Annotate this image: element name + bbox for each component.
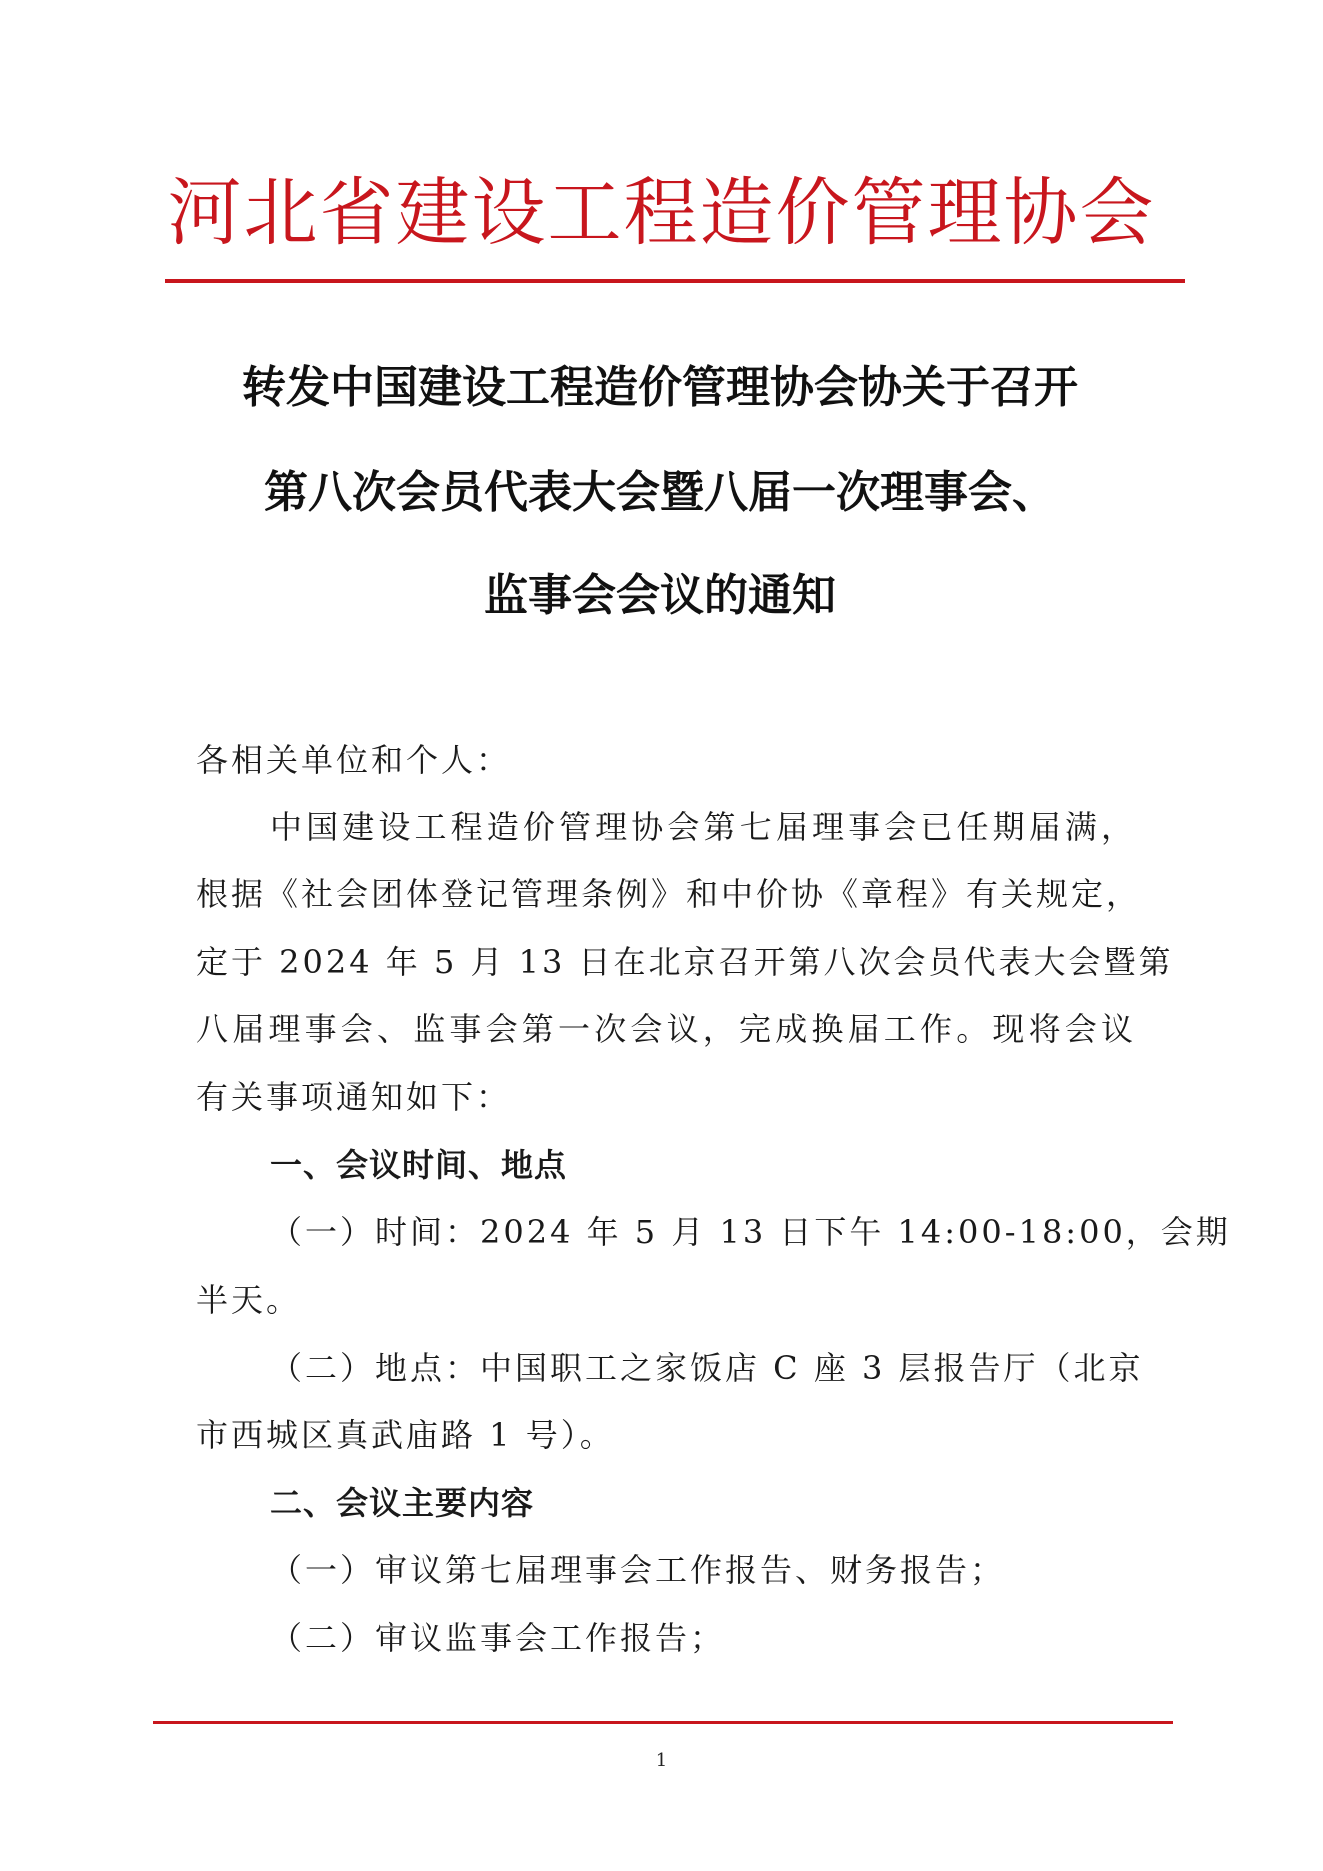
- intro-line-4: 八届理事会、监事会第一次会议，完成换届工作。现将会议: [196, 1010, 1136, 1048]
- document-title-line-2: 第八次会员代表大会暨八届一次理事会、: [264, 467, 1056, 518]
- meeting-place-line-2: 市西城区真武庙路 1 号）。: [196, 1416, 615, 1454]
- agenda-item-2: （二）审议监事会工作报告；: [270, 1619, 726, 1657]
- meeting-time-line-2: 半天。: [196, 1281, 302, 1319]
- masthead-title: 河北省建设工程造价管理协会: [167, 170, 1156, 256]
- intro-line-2: 根据《社会团体登记管理条例》和中价协《章程》有关规定，: [196, 875, 1142, 913]
- masthead-divider-top: [165, 279, 1185, 283]
- intro-line-3: 定于 2024 年 5 月 13 日在北京召开第八次会员代表大会暨第: [196, 943, 1174, 981]
- footer-divider: [153, 1721, 1173, 1724]
- section-1-heading: 一、会议时间、地点: [270, 1146, 568, 1184]
- agenda-item-1: （一）审议第七届理事会工作报告、财务报告；: [270, 1551, 1006, 1589]
- document-title-line-1: 转发中国建设工程造价管理协会协关于召开: [242, 362, 1078, 413]
- page-number: 1: [655, 1750, 668, 1771]
- section-2-heading: 二、会议主要内容: [270, 1484, 535, 1522]
- document-title-line-3: 监事会会议的通知: [484, 570, 836, 621]
- meeting-time-line-1: （一）时间：2024 年 5 月 13 日下午 14:00-18:00，会期: [270, 1213, 1231, 1251]
- meeting-place-line-1: （二）地点：中国职工之家饭店 C 座 3 层报告厅（北京: [270, 1349, 1144, 1387]
- salutation: 各相关单位和个人：: [196, 741, 512, 779]
- intro-line-5: 有关事项通知如下：: [196, 1078, 512, 1116]
- intro-line-1: 中国建设工程造价管理协会第七届理事会已任期届满，: [270, 808, 1136, 846]
